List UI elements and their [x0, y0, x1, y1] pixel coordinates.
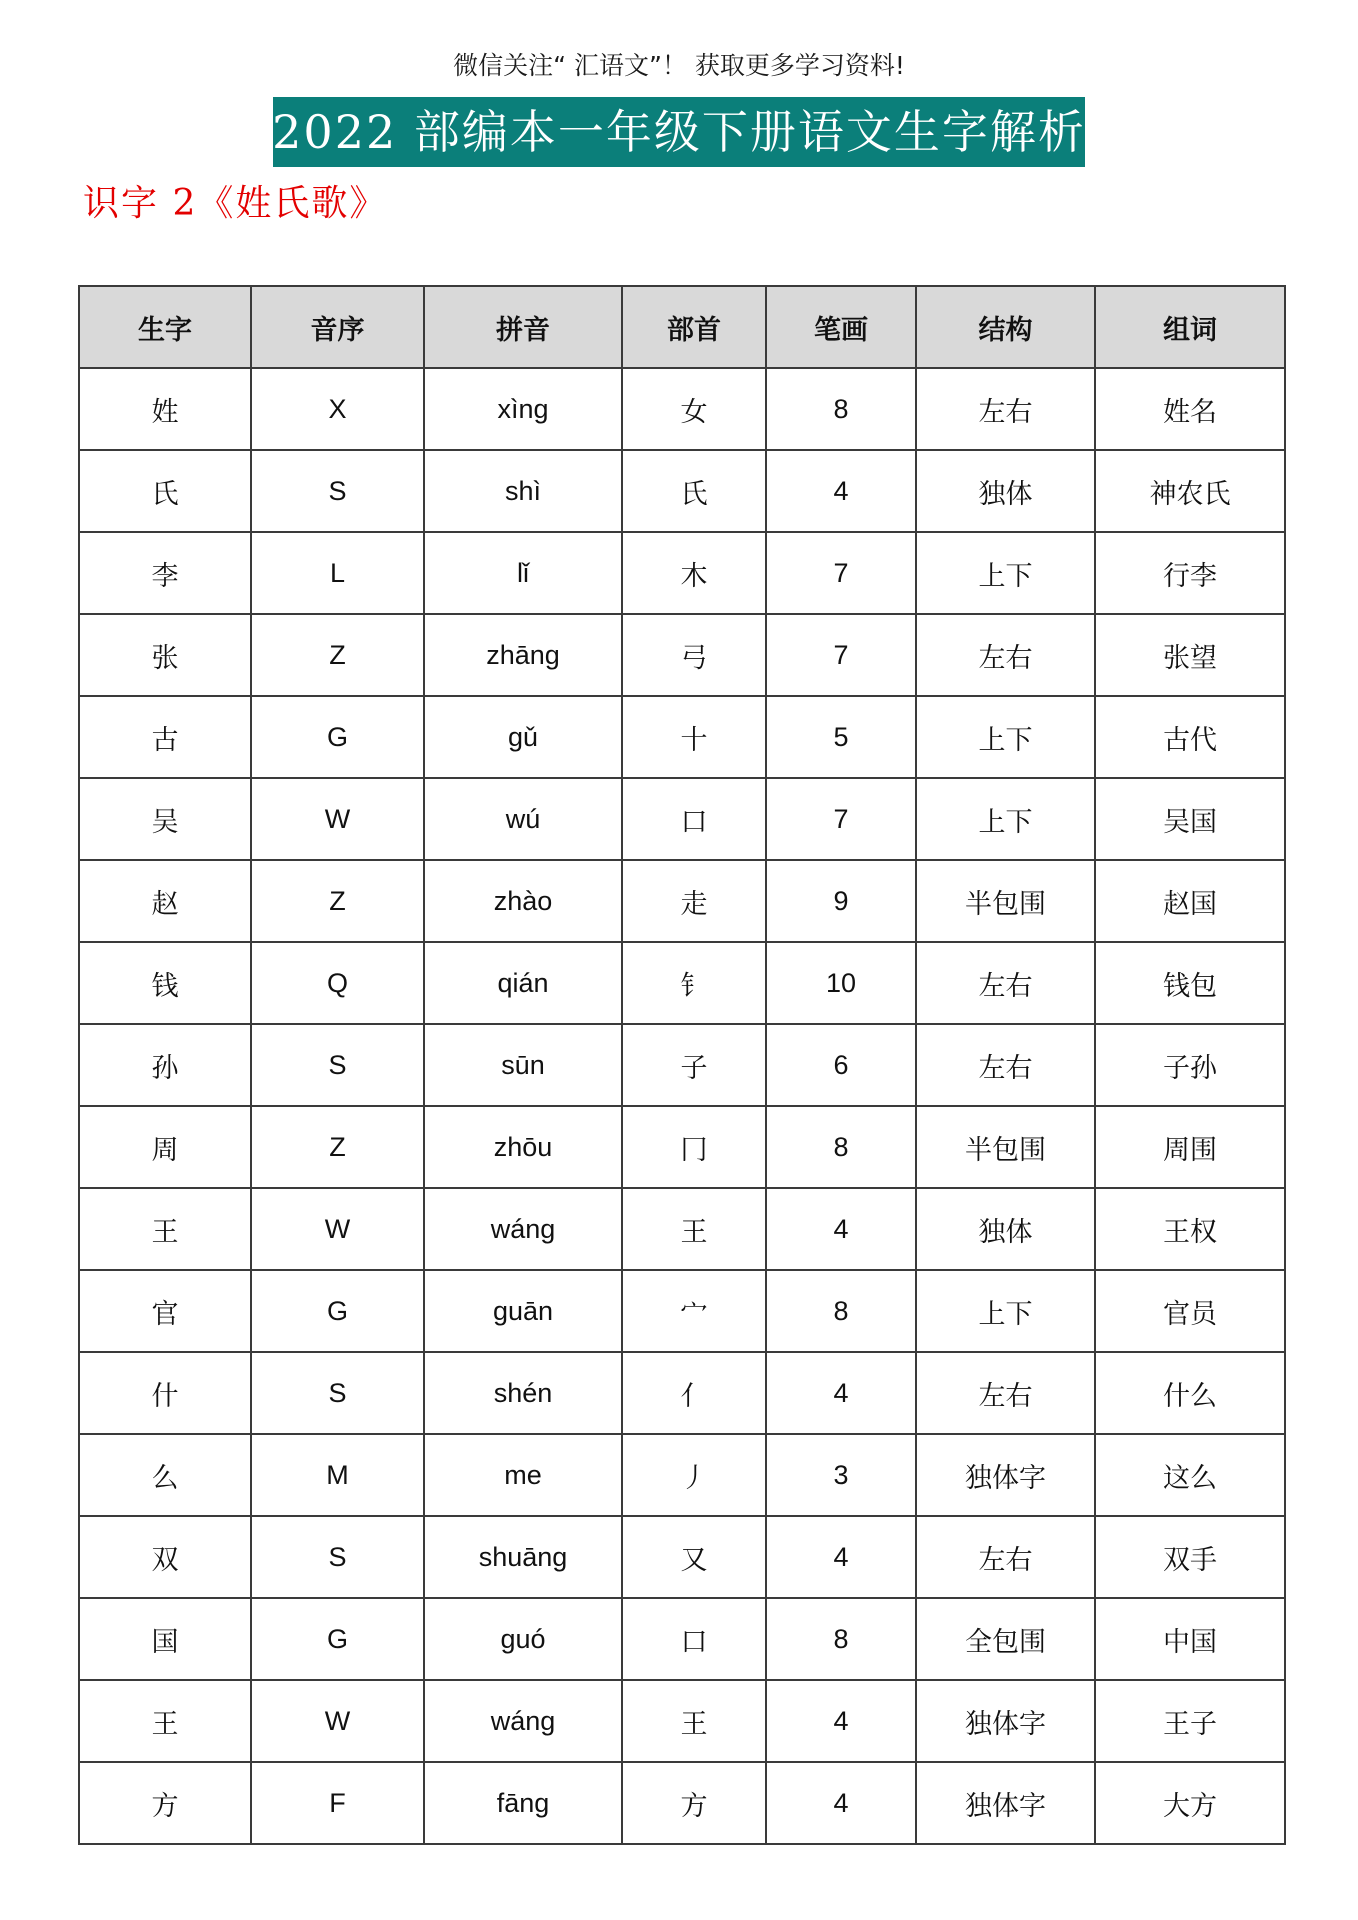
cell-word: 什么: [1095, 1352, 1285, 1434]
cell-structure: 左右: [916, 1516, 1095, 1598]
lesson-heading: 识字 2《姓氏歌》: [83, 183, 388, 224]
cell-initial: L: [251, 532, 424, 614]
cell-radical: 又: [622, 1516, 766, 1598]
cell-word: 中国: [1095, 1598, 1285, 1680]
cell-strokes: 8: [766, 1106, 916, 1188]
cell-strokes: 9: [766, 860, 916, 942]
table-row: [79, 368, 1285, 450]
cell-word: 周围: [1095, 1106, 1285, 1188]
characters-table-container: [78, 285, 1284, 1845]
cell-character: 李: [79, 532, 251, 614]
title-banner: [273, 97, 1085, 167]
cell-radical: 弓: [622, 614, 766, 696]
cell-character: 古: [79, 696, 251, 778]
cell-structure: 左右: [916, 1352, 1095, 1434]
cell-character: 吴: [79, 778, 251, 860]
cell-initial: G: [251, 1270, 424, 1352]
cell-strokes: 8: [766, 1598, 916, 1680]
cell-pinyin: fāng: [424, 1762, 622, 1844]
table-row: [79, 1270, 1285, 1352]
cell-strokes: 4: [766, 1352, 916, 1434]
cell-structure: 左右: [916, 614, 1095, 696]
cell-radical: 钅: [622, 942, 766, 1024]
cell-strokes: 6: [766, 1024, 916, 1106]
cell-pinyin: wáng: [424, 1680, 622, 1762]
cell-character: 张: [79, 614, 251, 696]
cell-structure: 左右: [916, 368, 1095, 450]
table-row: [79, 942, 1285, 1024]
cell-character: 王: [79, 1680, 251, 1762]
cell-initial: Z: [251, 614, 424, 696]
cell-character: 官: [79, 1270, 251, 1352]
cell-word: 神农氏: [1095, 450, 1285, 532]
cell-initial: F: [251, 1762, 424, 1844]
cell-initial: S: [251, 1352, 424, 1434]
cell-word: 双手: [1095, 1516, 1285, 1598]
table-row: [79, 1434, 1285, 1516]
cell-pinyin: me: [424, 1434, 622, 1516]
cell-pinyin: guān: [424, 1270, 622, 1352]
table-row: [79, 450, 1285, 532]
table-row: [79, 696, 1285, 778]
cell-radical: 女: [622, 368, 766, 450]
cell-strokes: 10: [766, 942, 916, 1024]
cell-character: 赵: [79, 860, 251, 942]
cell-character: 姓: [79, 368, 251, 450]
page-title: 2022 部编本一年级下册语文生字解析: [272, 105, 1086, 159]
table-row: [79, 1106, 1285, 1188]
cell-word: 官员: [1095, 1270, 1285, 1352]
cell-initial: W: [251, 778, 424, 860]
cell-pinyin: guó: [424, 1598, 622, 1680]
cell-strokes: 8: [766, 1270, 916, 1352]
cell-character: 孙: [79, 1024, 251, 1106]
cell-pinyin: shì: [424, 450, 622, 532]
table-row: [79, 614, 1285, 696]
characters-table: [78, 285, 1286, 1845]
cell-structure: 半包围: [916, 860, 1095, 942]
cell-initial: Q: [251, 942, 424, 1024]
cell-pinyin: shuāng: [424, 1516, 622, 1598]
cell-initial: Z: [251, 860, 424, 942]
cell-radical: 方: [622, 1762, 766, 1844]
cell-word: 大方: [1095, 1762, 1285, 1844]
cell-word: 钱包: [1095, 942, 1285, 1024]
cell-radical: 丿: [622, 1434, 766, 1516]
cell-initial: S: [251, 1516, 424, 1598]
cell-word: 王权: [1095, 1188, 1285, 1270]
cell-structure: 全包围: [916, 1598, 1095, 1680]
column-header-initial: 音序: [251, 286, 424, 368]
cell-radical: 木: [622, 532, 766, 614]
cell-initial: X: [251, 368, 424, 450]
cell-word: 子孙: [1095, 1024, 1285, 1106]
cell-word: 行李: [1095, 532, 1285, 614]
column-header-structure: 结构: [916, 286, 1095, 368]
cell-strokes: 3: [766, 1434, 916, 1516]
cell-structure: 左右: [916, 1024, 1095, 1106]
cell-structure: 独体字: [916, 1680, 1095, 1762]
cell-strokes: 7: [766, 614, 916, 696]
cell-radical: 子: [622, 1024, 766, 1106]
cell-character: 国: [79, 1598, 251, 1680]
cell-radical: 走: [622, 860, 766, 942]
cell-character: 氏: [79, 450, 251, 532]
cell-structure: 左右: [916, 942, 1095, 1024]
cell-word: 张望: [1095, 614, 1285, 696]
cell-pinyin: shén: [424, 1352, 622, 1434]
cell-initial: M: [251, 1434, 424, 1516]
cell-radical: 宀: [622, 1270, 766, 1352]
cell-pinyin: gǔ: [424, 696, 622, 778]
column-header-radical: 部首: [622, 286, 766, 368]
cell-initial: S: [251, 450, 424, 532]
cell-structure: 独体字: [916, 1434, 1095, 1516]
cell-character: 什: [79, 1352, 251, 1434]
cell-word: 这么: [1095, 1434, 1285, 1516]
cell-radical: 十: [622, 696, 766, 778]
table-row: [79, 1680, 1285, 1762]
cell-pinyin: zhōu: [424, 1106, 622, 1188]
cell-initial: G: [251, 1598, 424, 1680]
cell-strokes: 7: [766, 532, 916, 614]
cell-strokes: 4: [766, 1188, 916, 1270]
cell-structure: 半包围: [916, 1106, 1095, 1188]
cell-character: 方: [79, 1762, 251, 1844]
cell-radical: 口: [622, 778, 766, 860]
cell-structure: 独体字: [916, 1762, 1095, 1844]
cell-radical: 王: [622, 1188, 766, 1270]
cell-word: 赵国: [1095, 860, 1285, 942]
cell-strokes: 4: [766, 1762, 916, 1844]
cell-strokes: 4: [766, 450, 916, 532]
table-header-row: [79, 286, 1285, 368]
column-header-pinyin: 拼音: [424, 286, 622, 368]
cell-word: 姓名: [1095, 368, 1285, 450]
cell-pinyin: wáng: [424, 1188, 622, 1270]
cell-character: 双: [79, 1516, 251, 1598]
cell-structure: 上下: [916, 532, 1095, 614]
column-header-word: 组词: [1095, 286, 1285, 368]
table-row: [79, 1516, 1285, 1598]
column-header-strokes: 笔画: [766, 286, 916, 368]
cell-structure: 上下: [916, 778, 1095, 860]
cell-character: 王: [79, 1188, 251, 1270]
cell-word: 古代: [1095, 696, 1285, 778]
table-row: [79, 1598, 1285, 1680]
table-row: [79, 1352, 1285, 1434]
cell-pinyin: qián: [424, 942, 622, 1024]
cell-initial: G: [251, 696, 424, 778]
cell-radical: 口: [622, 1598, 766, 1680]
table-row: [79, 1188, 1285, 1270]
cell-word: 吴国: [1095, 778, 1285, 860]
cell-character: 么: [79, 1434, 251, 1516]
cell-structure: 独体: [916, 450, 1095, 532]
cell-structure: 独体: [916, 1188, 1095, 1270]
table-row: [79, 1762, 1285, 1844]
cell-structure: 上下: [916, 1270, 1095, 1352]
cell-pinyin: lǐ: [424, 532, 622, 614]
cell-pinyin: sūn: [424, 1024, 622, 1106]
cell-word: 王子: [1095, 1680, 1285, 1762]
cell-initial: W: [251, 1680, 424, 1762]
cell-strokes: 5: [766, 696, 916, 778]
cell-radical: 亻: [622, 1352, 766, 1434]
cell-radical: 王: [622, 1680, 766, 1762]
table-row: [79, 860, 1285, 942]
column-header-character: 生字: [79, 286, 251, 368]
cell-character: 周: [79, 1106, 251, 1188]
cell-radical: 冂: [622, 1106, 766, 1188]
cell-pinyin: zhāng: [424, 614, 622, 696]
table-row: [79, 1024, 1285, 1106]
cell-pinyin: zhào: [424, 860, 622, 942]
table-row: [79, 532, 1285, 614]
cell-pinyin: wú: [424, 778, 622, 860]
cell-initial: S: [251, 1024, 424, 1106]
cell-strokes: 4: [766, 1680, 916, 1762]
cell-strokes: 8: [766, 368, 916, 450]
cell-strokes: 7: [766, 778, 916, 860]
cell-radical: 氏: [622, 450, 766, 532]
cell-initial: Z: [251, 1106, 424, 1188]
cell-initial: W: [251, 1188, 424, 1270]
cell-strokes: 4: [766, 1516, 916, 1598]
promo-text: 微信关注“ 汇语文”！ 获取更多学习资料!: [453, 51, 905, 80]
cell-structure: 上下: [916, 696, 1095, 778]
table-row: [79, 778, 1285, 860]
cell-pinyin: xìng: [424, 368, 622, 450]
cell-character: 钱: [79, 942, 251, 1024]
